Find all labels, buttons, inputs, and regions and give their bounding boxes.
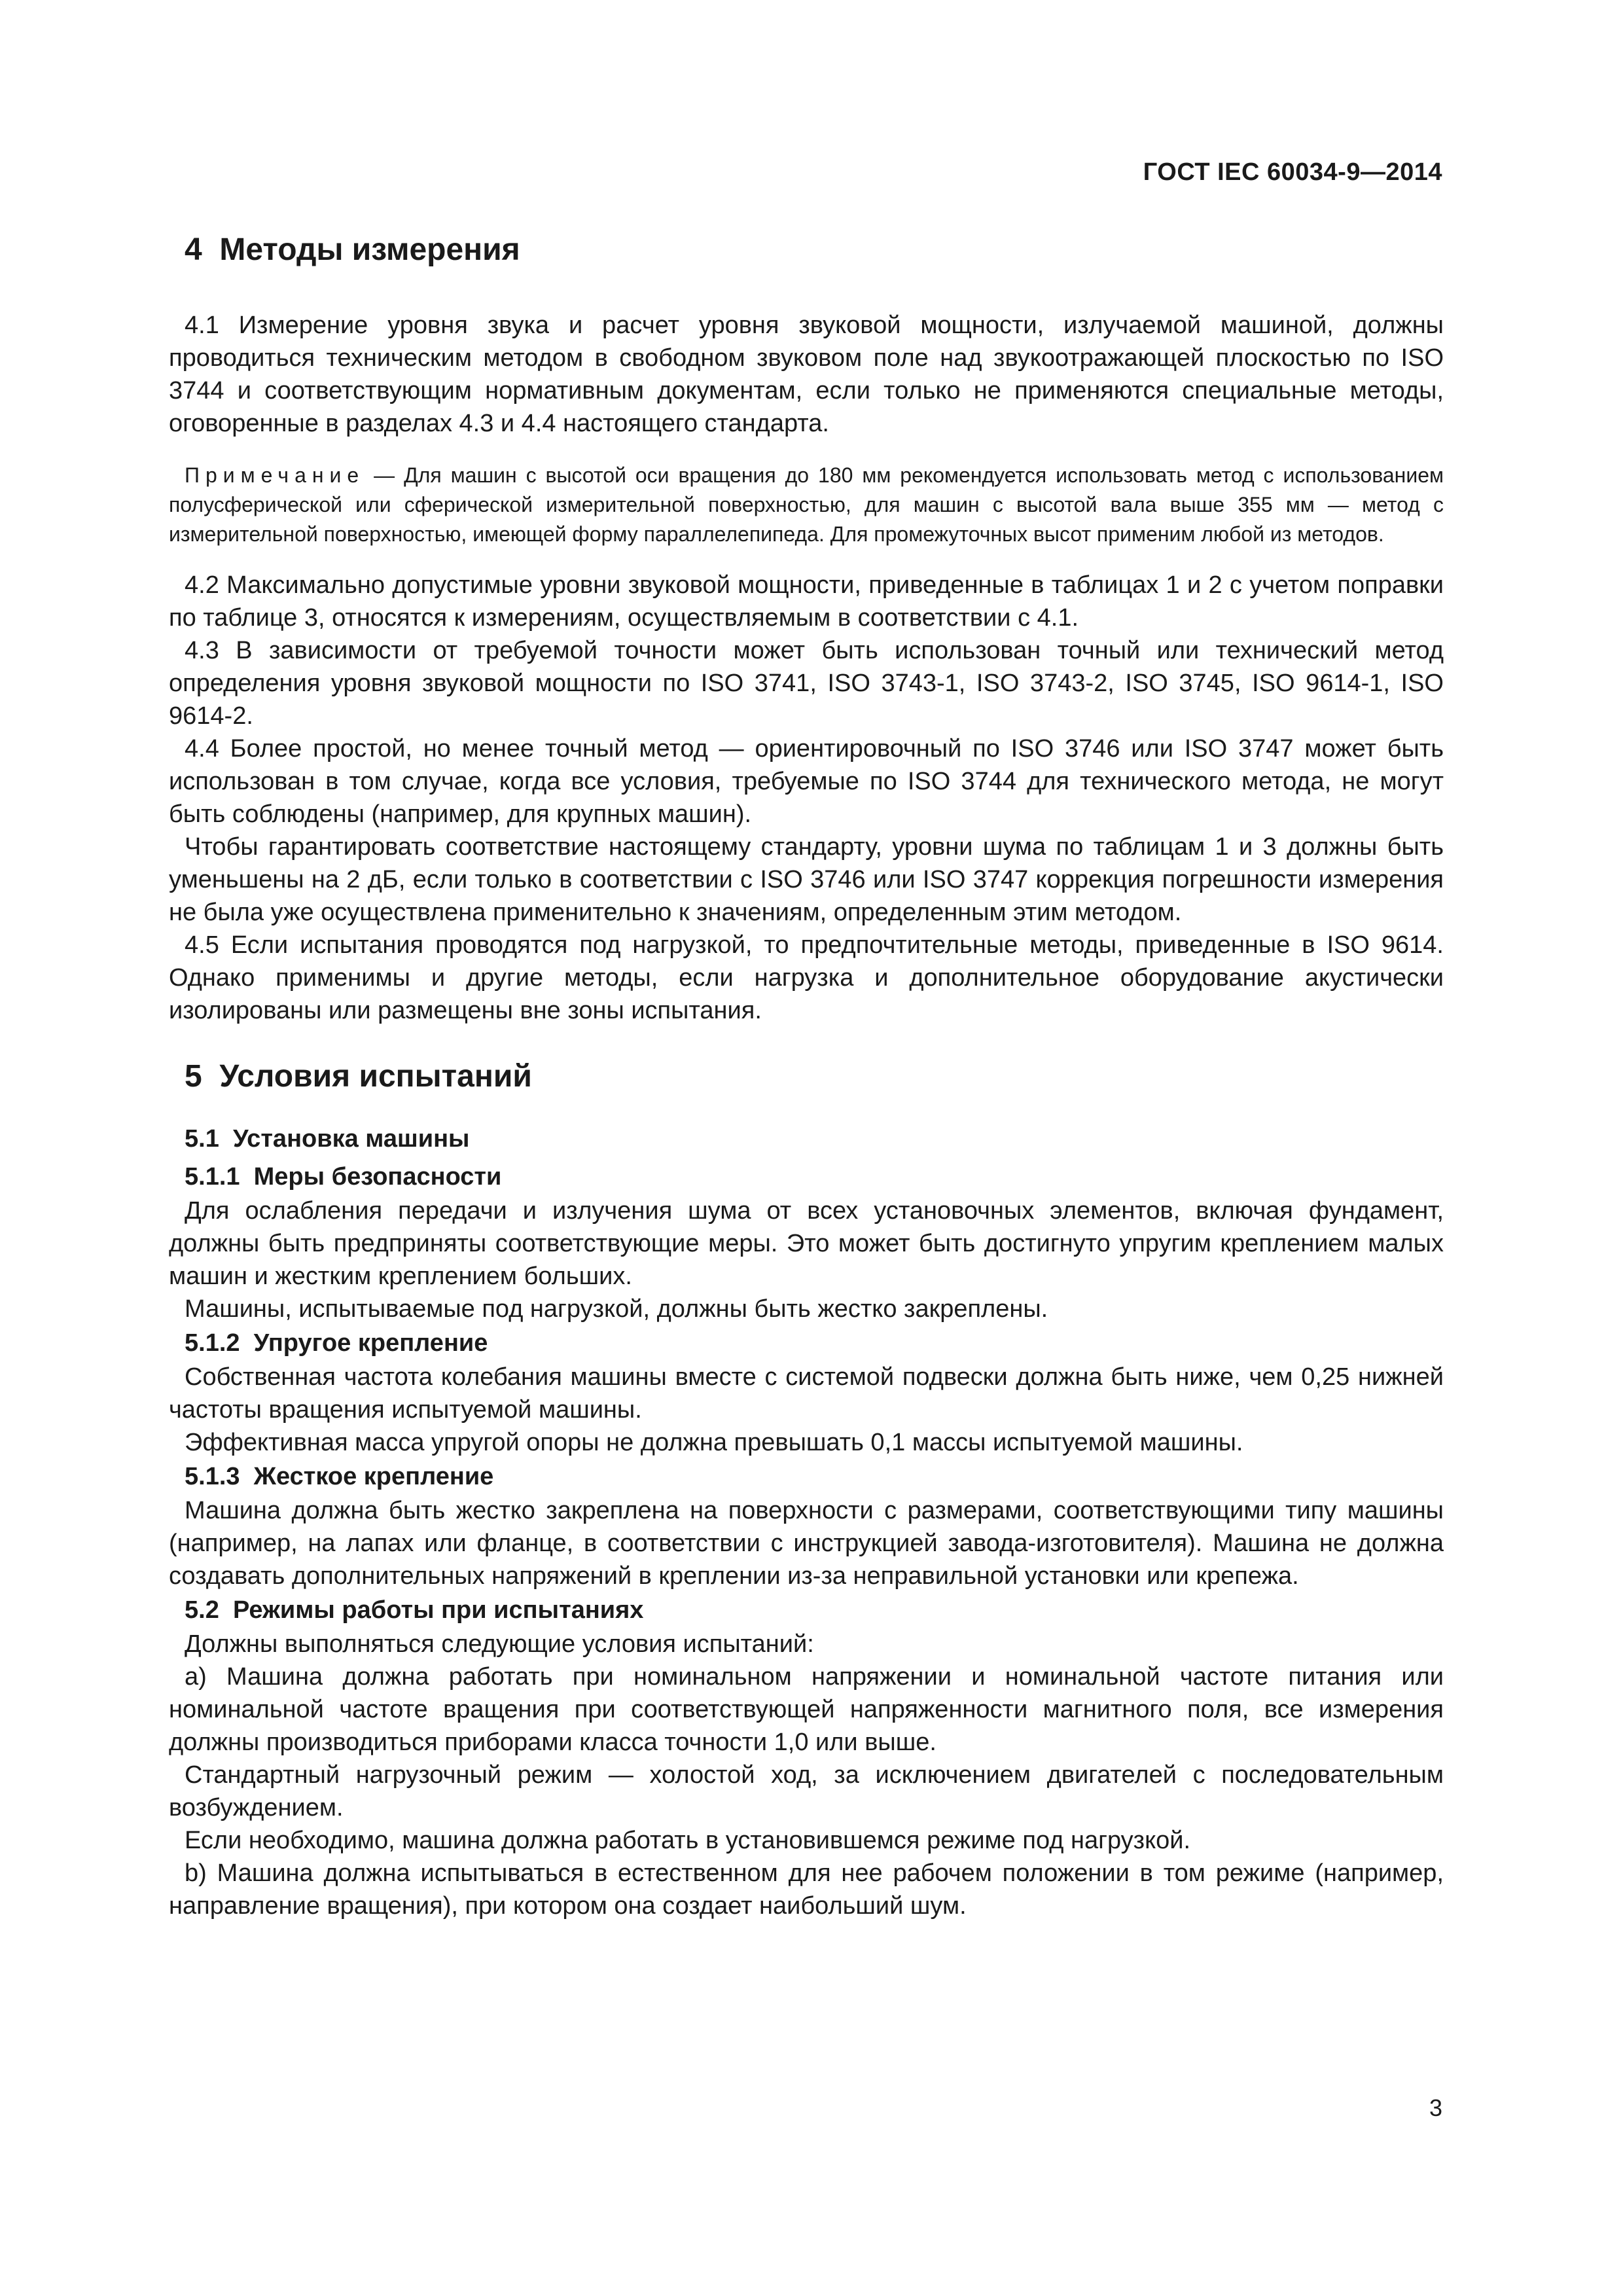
subsection-5-2-title: 5.2 Режимы работы при испытаниях xyxy=(185,1596,644,1624)
subsection-5-1-2-title: 5.1.2 Упругое крепление xyxy=(185,1329,488,1357)
paragraph-5-2-a-load: Если необходимо, машина должна работать в установившемся режиме под нагрузкой. xyxy=(185,1827,1191,1854)
paragraph-4-4: 4.4 Более простой, но менее точный метод — ориентировочный по ISO 3746 или ISO 3747 может быть использован в том случае, когда все условия, требуемые по ISO 3744 для технического метода, не могут быть соблюдены (например, для крупных машин). xyxy=(169,735,1444,828)
paragraph-5-1-3-a: Машина должна быть жестко закреплена на поверхности с размерами, соответствующими типу машины (например, на лапах или фланце, в соответствии с инструкцией завода-изготовителя). Машина не должна создавать дополнительных напряжений в креплении из-за неправильной установки или крепежа. xyxy=(169,1497,1444,1590)
subsection-5-1-1-title: 5.1.1 Меры безопасности xyxy=(185,1163,502,1191)
note-text: — Для машин с высотой оси вращения до 180 мм рекомендуется использовать метод с использованием полусферической или сферической измерительной поверхностью, для машин с высотой вала выше 355 мм — метод с измерительной поверхностью, имеющей форму параллелепипеда. Для промежуточных высот применим любой из методов. xyxy=(169,463,1444,546)
paragraph-5-1-1-b: Машины, испытываемые под нагрузкой, должны быть жестко закреплены. xyxy=(185,1295,1048,1323)
subsection-5-1-3-title: 5.1.3 Жесткое крепление xyxy=(185,1463,494,1490)
section-5-title: 5 Условия испытаний xyxy=(185,1059,532,1094)
paragraph-5-2-intro: Должны выполняться следующие условия испытаний: xyxy=(185,1630,814,1658)
subsection-5-1-title: 5.1 Установка машины xyxy=(185,1125,470,1153)
section-4-title: 4 Методы измерения xyxy=(185,232,520,267)
paragraph-5-2-b: b) Машина должна испытываться в естественном для нее рабочем положении в том режиме (например, направление вращения), при котором она создает наибольший шум. xyxy=(169,1859,1444,1920)
paragraph-4-3: 4.3 В зависимости от требуемой точности может быть использован точный или технический метод определения уровня звуковой мощности по ISO 3741, ISO 3743-1, ISO 3743-2, ISO 3745, ISO 9614-1, ISO 9614-2. xyxy=(169,637,1444,730)
page-number: 3 xyxy=(1429,2094,1442,2121)
document-standard-id: ГОСТ IEC 60034-9—2014 xyxy=(1143,158,1442,186)
paragraph-4-2: 4.2 Максимально допустимые уровни звуковой мощности, приведенные в таблицах 1 и 2 с учетом поправки по таблице 3, относятся к измерениям, осуществляемым в соответствии с 4.1. xyxy=(169,571,1444,632)
paragraph-4-5: 4.5 Если испытания проводятся под нагрузкой, то предпочтительные методы, приведенные в ISO 9614. Однако применимы и другие методы, если нагрузка и дополнительное оборудование акустически изолированы или размещены вне зоны испытания. xyxy=(169,931,1444,1024)
paragraph-5-2-a: a) Машина должна работать при номинальном напряжении и номинальной частоте питания или номинальной частоте вращения при соответствующей напряженности магнитного поля, все измерения должны производиться приборами класса точности 1,0 или выше. xyxy=(169,1663,1444,1756)
paragraph-5-1-1-a: Для ослабления передачи и излучения шума от всех установочных элементов, включая фундамент, должны быть предприняты соответствующие меры. Это может быть достигнуто упругим креплением малых машин и жестким креплением больших. xyxy=(169,1197,1444,1290)
note-4-1 xyxy=(169,461,1444,549)
paragraph-5-1-2-b: Эффективная масса упругой опоры не должна превышать 0,1 массы испытуемой машины. xyxy=(185,1429,1243,1456)
paragraph-5-2-a-continued: Стандартный нагрузочный режим — холостой ход, за исключением двигателей с последовательным возбуждением. xyxy=(169,1761,1444,1821)
note-label: Примечание xyxy=(185,463,365,487)
paragraph-4-1: 4.1 Измерение уровня звука и расчет уровня звуковой мощности, излучаемой машиной, должны проводиться техническим методом в свободном звуковом поле над звукоотражающей плоскостью по ISO 3744 и соответствующим нормативным документам, если только не применяются специальные методы, оговоренные в разделах 4.3 и 4.4 настоящего стандарта. xyxy=(169,312,1444,437)
page-content xyxy=(169,230,1444,1922)
paragraph-5-1-2-a: Собственная частота колебания машины вместе с системой подвески должна быть ниже, чем 0,25 нижней частоты вращения испытуемой машины. xyxy=(169,1363,1444,1424)
paragraph-4-4-continued: Чтобы гарантировать соответствие настоящему стандарту, уровни шума по таблицам 1 и 3 должны быть уменьшены на 2 дБ, если только в соответствии с ISO 3746 или ISO 3747 коррекция погрешности измерения не была уже осуществлена применительно к значениям, определенным этим методом. xyxy=(169,833,1444,926)
